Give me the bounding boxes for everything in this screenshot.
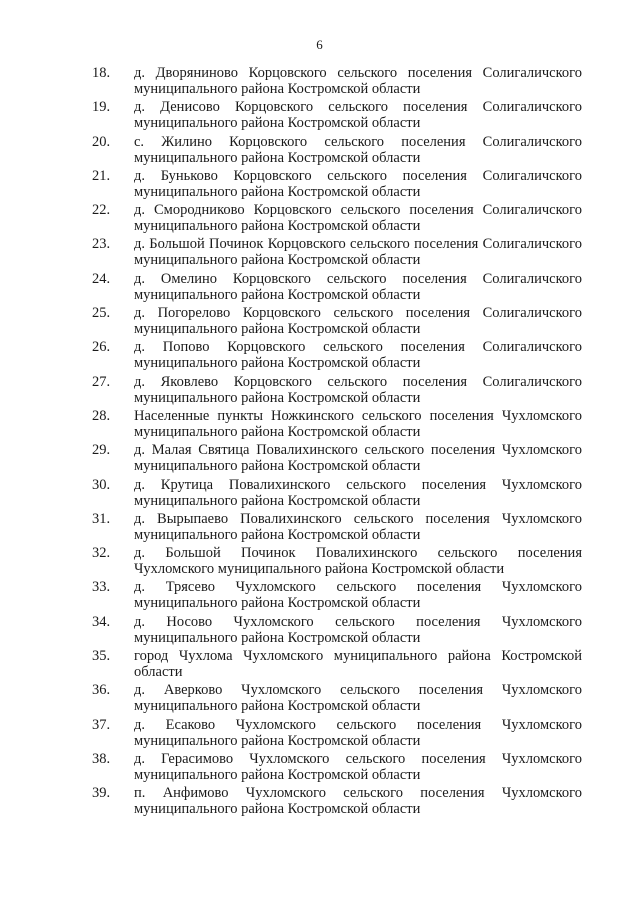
list-item [92,165,582,199]
item-number: 31. [92,510,111,527]
item-text: д. Герасимово Чухломского сельского поселения Чухломского муниципального района Костромской области [134,750,582,783]
item-number: 23. [92,236,111,253]
list-item [92,302,582,336]
list-item [92,439,582,473]
list-item [92,131,582,165]
item-number: 25. [92,305,111,322]
item-number: 39. [92,785,111,802]
item-text: д. Денисово Корцовского сельского поселения Солигаличского муниципального района Костромской области [134,99,582,132]
item-text: д. Носово Чухломского сельского поселения Чухломского муниципального района Костромской области [134,613,582,646]
item-text: д. Вырыпаево Повалихинского сельского поселения Чухломского муниципального района Костромской области [134,510,582,543]
item-text: д. Яковлево Корцовского сельского поселения Солигаличского муниципального района Костромской области [134,373,582,406]
page-number: 6 [316,37,323,52]
list-item [92,714,582,748]
item-text: д. Буньково Корцовского сельского поселения Солигаличского муниципального района Костромской области [134,167,582,200]
list-item [92,748,582,782]
item-number: 18. [92,65,111,81]
item-text: д. Трясево Чухломского сельского поселения Чухломского муниципального района Костромской области [134,579,582,612]
item-number: 20. [92,133,111,150]
list-item [92,62,582,96]
item-number: 26. [92,339,111,356]
list-item [92,576,582,610]
item-text: д. Омелино Корцовского сельского поселения Солигаличского муниципального района Костромской области [134,270,582,303]
item-text: д. Есаково Чухломского сельского поселения Чухломского муниципального района Костромской области [134,716,582,749]
item-number: 34. [92,613,111,630]
item-text: п. Анфимово Чухломского сельского поселения Чухломского муниципального района Костромской области [134,785,582,818]
item-number: 36. [92,682,111,699]
item-number: 37. [92,716,111,733]
list-item [92,611,582,645]
item-text: д. Дворяниново Корцовского сельского поселения Солигаличского муниципального района Костромской области [134,65,582,97]
item-text: д. Попово Корцовского сельского поселения Солигаличского муниципального района Костромской области [134,339,582,372]
item-number: 19. [92,99,111,116]
item-number: 29. [92,442,111,459]
item-number: 33. [92,579,111,596]
list-item [92,508,582,542]
item-number: 22. [92,202,111,219]
list-item [92,405,582,439]
item-number: 35. [92,648,111,665]
list-item [92,233,582,267]
item-text: город Чухлома Чухломского муниципального района Костромской области [134,648,582,681]
item-text: д. Большой Починок Повалихинского сельского поселения Чухломского муниципального района Костромской области [134,545,582,578]
item-text: д. Погорелово Корцовского сельского поселения Солигаличского муниципального района Костромской области [134,305,582,338]
settlement-list [92,62,582,817]
item-number: 28. [92,407,111,424]
item-number: 32. [92,545,111,562]
list-item [92,474,582,508]
item-number: 38. [92,750,111,767]
list-item [92,268,582,302]
item-number: 21. [92,167,111,184]
list-item [92,782,582,816]
item-text: д. Смородниково Корцовского сельского поселения Солигаличского муниципального района Костромской области [134,202,582,235]
item-text: д. Малая Святица Повалихинского сельского поселения Чухломского муниципального района Костромской области [134,442,582,475]
item-number: 27. [92,373,111,390]
list-item [92,679,582,713]
item-text: д. Крутица Повалихинского сельского поселения Чухломского муниципального района Костромской области [134,476,582,509]
item-number: 24. [92,270,111,287]
item-text: д. Аверково Чухломского сельского поселения Чухломского муниципального района Костромской области [134,682,582,715]
list-item [92,336,582,370]
item-text: д. Большой Починок Корцовского сельского поселения Солигаличского муниципального района Костромской области [134,236,582,269]
list-item [92,371,582,405]
list-item [92,645,582,679]
item-number: 30. [92,476,111,493]
item-text: Населенные пункты Ножкинского сельского поселения Чухломского муниципального района Костромской области [134,407,582,440]
list-item [92,542,582,576]
list-item [92,96,582,130]
list-item [92,199,582,233]
item-text: с. Жилино Корцовского сельского поселения Солигаличского муниципального района Костромской области [134,133,582,166]
